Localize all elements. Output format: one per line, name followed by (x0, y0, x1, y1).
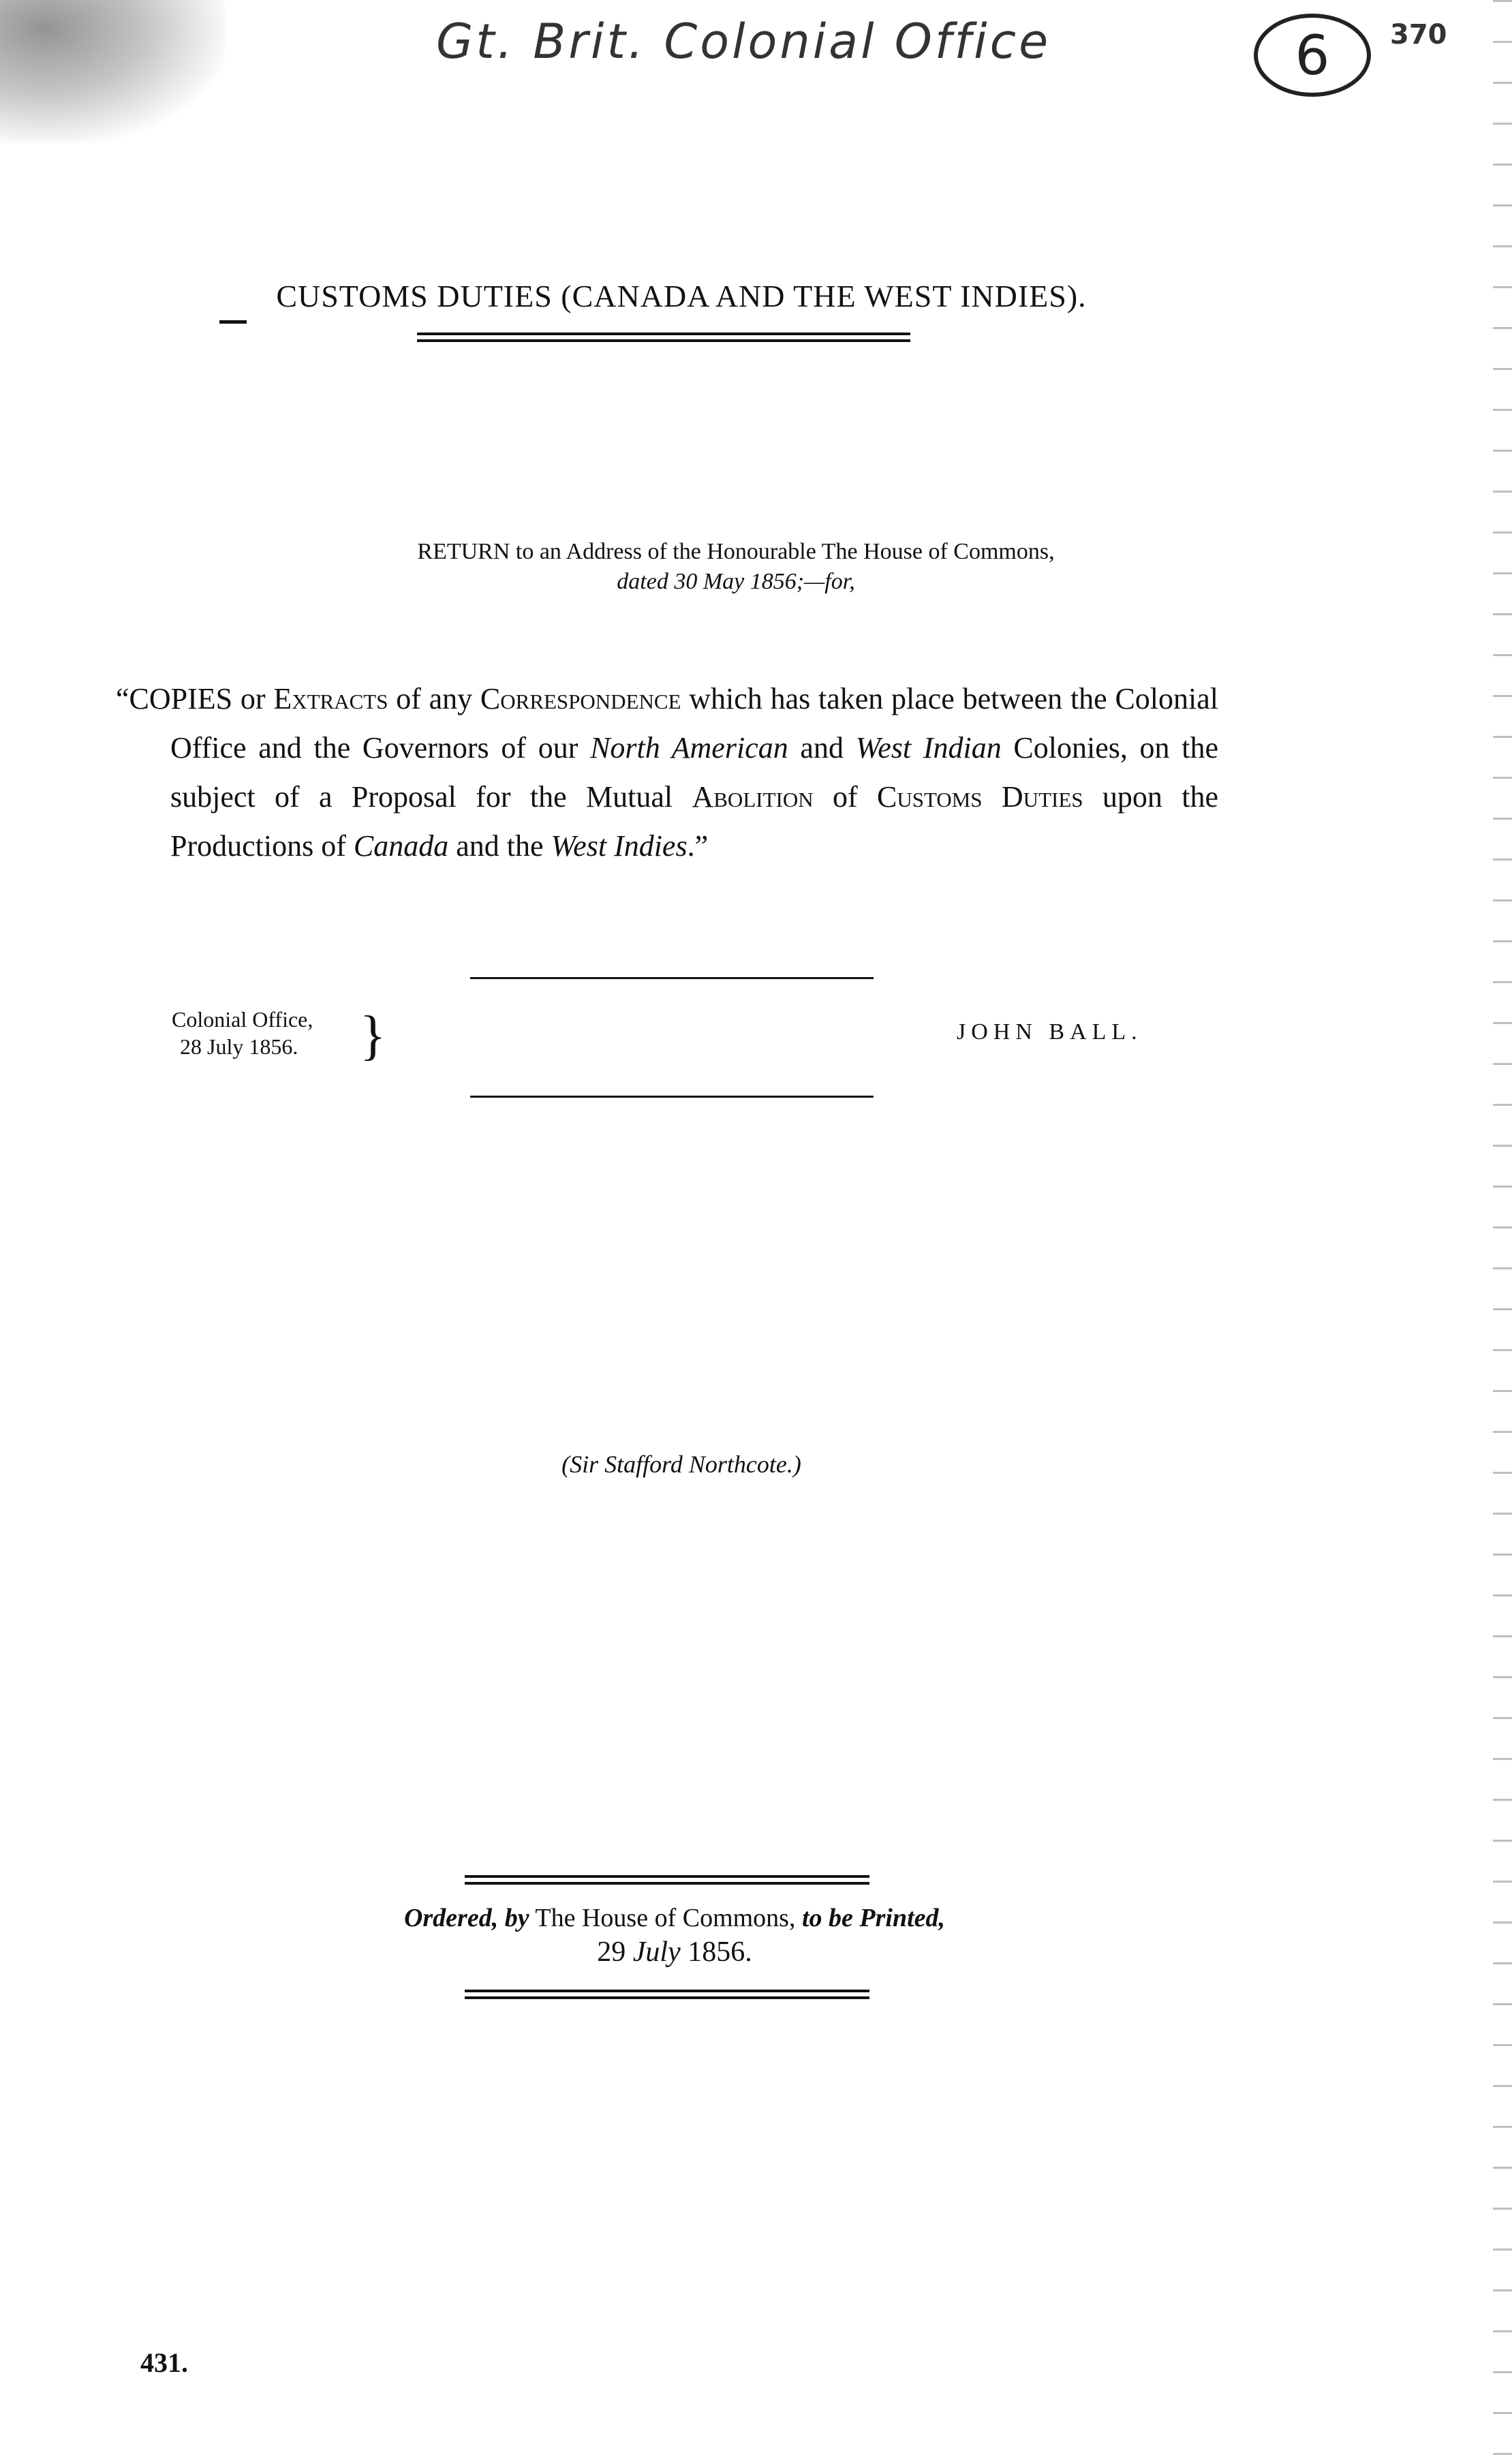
order-ordered: Ordered, by (403, 1904, 529, 1932)
office-line-2: 28 July 1856. (180, 1034, 298, 1059)
order-date-year: 1856. (680, 1936, 752, 1968)
order-block (286, 1901, 1063, 1969)
quote-close: .” (687, 829, 709, 863)
request-part: COPIES or (129, 682, 274, 715)
request-customs-duties: Customs Duties (877, 780, 1083, 814)
request-correspondence: Correspondence (480, 682, 681, 715)
order-house: The House of Commons, (529, 1904, 802, 1932)
order-rule-bottom (465, 1990, 869, 1999)
request-west-indies: West Indies (551, 829, 688, 863)
office-line-1: Colonial Office, (172, 1007, 313, 1032)
signoff-rule-top (470, 977, 874, 979)
request-west-indian: West Indian (855, 731, 1002, 764)
order-printed: to be Printed, (801, 1904, 946, 1932)
return-note (177, 537, 1295, 597)
order-rule-top (465, 1875, 869, 1885)
return-line-2: dated 30 May 1856;—for, (617, 569, 855, 594)
circled-number (1254, 14, 1371, 97)
request-paragraph (116, 675, 1218, 871)
request-canada: Canada (353, 829, 449, 863)
order-date-day: 29 (597, 1936, 633, 1968)
document-title: CUSTOMS DUTIES (CANADA AND THE WEST INDIES). (276, 279, 1087, 313)
corner-number: 370 (1390, 19, 1447, 50)
page-number: 431. (140, 2347, 188, 2378)
request-part: which has taken place between the Colonial Office and the Governors of our (170, 682, 1219, 764)
quote-open: “ (116, 682, 129, 715)
request-part: and (788, 731, 856, 764)
scan-shadow (0, 0, 225, 143)
order-line-1 (286, 1901, 1063, 1935)
circled-number-text: 6 (1295, 23, 1330, 87)
page-edge (1493, 0, 1512, 2457)
signatory-name: JOHN BALL. (957, 1019, 1143, 1045)
request-extracts: Extracts (273, 682, 388, 715)
request-north-american: North American (590, 731, 788, 764)
office-brace: } (360, 1006, 386, 1066)
title-double-rule (417, 333, 910, 342)
request-part: and the (448, 829, 551, 863)
request-text (116, 675, 1218, 871)
order-date-month: July (632, 1936, 681, 1968)
request-abolition: Abolition (692, 780, 814, 814)
title-underline-mark (219, 320, 247, 324)
request-part: upon the Productions of (170, 780, 1218, 863)
order-date (286, 1935, 1063, 1969)
handwritten-heading: Gt. Brit. Colonial Office (436, 14, 1051, 69)
mover-name: (Sir Stafford Northcote.) (561, 1451, 801, 1478)
signoff-rule-bottom (470, 1096, 874, 1098)
request-part: of (813, 780, 877, 814)
request-part: of any (388, 682, 480, 715)
office-block (172, 1006, 313, 1060)
request-part: Colonies, on the subject of a Proposal for the Mutual (170, 731, 1218, 814)
return-line-1: RETURN to an Address of the Honourable The House of Commons, (417, 539, 1055, 564)
